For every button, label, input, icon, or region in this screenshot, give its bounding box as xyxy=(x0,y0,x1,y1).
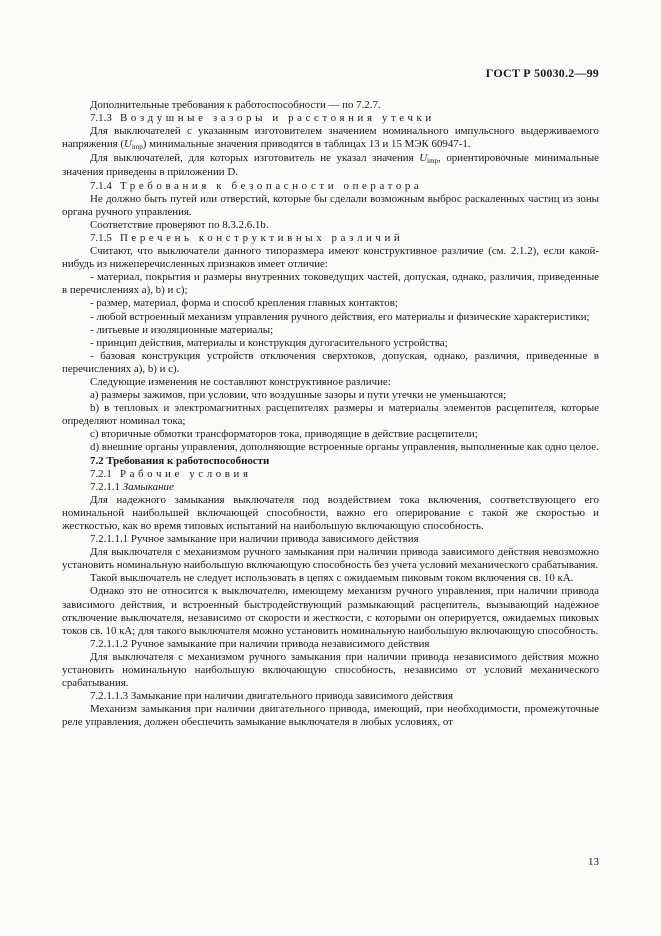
section-heading xyxy=(62,481,599,494)
text-run: Для выключателей с указанным изготовителем значением номинального импульсного выдерживаемого напряжения ( xyxy=(62,125,599,151)
paragraph: Для выключателя с механизмом ручного замыкания при наличии привода независимого действия можно установить номинальную наибольшую включающую способность, независимо от условий механического срабатывания. xyxy=(62,650,599,690)
section-title: Замыкание xyxy=(122,480,174,493)
paragraph: Следующие изменения не составляют конструктивное различие: xyxy=(90,375,391,388)
section-number: 7.2.1 xyxy=(90,467,112,480)
section-number: 7.2.1.1 xyxy=(90,480,120,493)
section-heading xyxy=(62,112,599,125)
list-item: b) в тепловых и электромагнитных расцепителях размеры и материалы элементов расцепителя, которые определяют номинал тока; xyxy=(62,402,599,428)
list-item: - принцип действия, материалы и конструкция дугогасительного устройства; xyxy=(90,336,448,349)
page-number: 13 xyxy=(588,856,599,868)
section-heading xyxy=(62,232,599,245)
paragraph xyxy=(62,125,599,152)
document-header: ГОСТ Р 50030.2—99 xyxy=(485,66,599,80)
section-title: Требования к безопасности оператора xyxy=(119,179,423,192)
section-heading: 7.2.1.1.3 Замыкание при наличии двигательного привода зависимого действия xyxy=(90,690,454,703)
section-heading: 7.2.1.1.2 Ручное замыкание при наличии привода независимого действия xyxy=(90,637,430,650)
text-run: ) минимальные значения приводятся в таблицах 13 и 15 МЭК 60947-1. xyxy=(142,138,471,151)
list-item: c) вторичные обмотки трансформаторов тока, приводящие в действие расцепители; xyxy=(90,428,478,441)
section-title: Рабочие условия xyxy=(119,467,252,480)
text-run: Для выключателей, для которых изготовитель не указал значения xyxy=(90,152,420,165)
section-number: 7.1.4 xyxy=(90,179,112,192)
paragraph: Такой выключатель не следует использовать в цепях с ожидаемым пиковым током включения св. 10 кА. xyxy=(90,572,574,585)
paragraph: Однако это не относится к выключателю, имеющему механизм ручного управления, при наличии привода зависимого действия, и встроенный быстродействующий размыкающий расцепитель, вызывающий надежное отключение выключателя, независимо от скорости и жесткости, с которыми он оперируется, ожидаемых пиковых токов св. 10 кА; для такого выключателя можно установить номинальную наибольшую включающую способность. xyxy=(62,585,599,637)
subscript: imp xyxy=(427,157,439,166)
paragraph: Соответствие проверяют по 8.3.2.6.1b. xyxy=(90,218,269,231)
symbol: U xyxy=(124,138,132,151)
section-number: 7.1.3 xyxy=(90,112,112,125)
list-item: - любой встроенный механизм управления ручного действия, его материалы и физические характеристики; xyxy=(90,310,590,323)
paragraph xyxy=(62,152,599,179)
section-title: Воздушные зазоры и расстояния утечки xyxy=(119,112,435,125)
list-item: - базовая конструкция устройств отключения сверхтоков, допуская, однако, различия, приведенные в перечислениях а), b) и c). xyxy=(62,349,599,375)
paragraph: Дополнительные требования к работоспособности — по 7.2.7. xyxy=(90,99,381,111)
symbol: U xyxy=(419,152,428,165)
section-heading: 7.2 Требования к работоспособности xyxy=(90,454,270,467)
paragraph: Механизм замыкания при наличии двигательного привода, имеющий, при необходимости, промежуточные реле управления, должен обеспечить замыкание выключателя в любых условиях, от xyxy=(62,703,599,729)
paragraph: Не должно быть путей или отверстий, которые бы сделали возможным выброс раскаленных частиц из зоны органа ручного управления. xyxy=(62,192,599,218)
paragraph: Считают, что выключатели данного типоразмера имеют конструктивное различие (см. 2.1.2), если какой-нибудь из нижеперечисленных признаков имеет отличие: xyxy=(62,245,599,271)
document-body xyxy=(62,99,599,730)
list-item: d) внешние органы управления, дополняющие встроенные органы управления, выполненные как одно целое. xyxy=(90,441,599,454)
paragraph: Для выключателя с механизмом ручного замыкания при наличии привода зависимого действия невозможно установить номинальную наибольшую включающую способность без учета условий механического срабатывания. xyxy=(62,546,599,572)
paragraph: Для надежного замыкания выключателя под воздействием тока включения, соответствующего его номинальной наибольшей включающей способности, важно его оперирование с такой же скоростью и жесткостью, как во время типовых испытаний на наибольшую включающую способность. xyxy=(62,493,599,532)
list-item: a) размеры зажимов, при условии, что воздушные зазоры и пути утечки не уменьшаются; xyxy=(90,389,507,402)
section-heading: 7.2.1.1.1 Ручное замыкание при наличии привода зависимого действия xyxy=(90,533,419,546)
text-run: , ориентировочные минимальные значения приведены в приложении D. xyxy=(62,152,599,179)
list-item: - размер, материал, форма и способ крепления главных контактов; xyxy=(90,297,398,310)
section-heading xyxy=(62,468,599,481)
section-title: Перечень конструктивных различий xyxy=(119,231,404,244)
section-number: 7.1.5 xyxy=(90,231,112,244)
subscript: imp xyxy=(131,143,143,152)
section-heading xyxy=(62,180,599,193)
list-item: - материал, покрытия и размеры внутренних токоведущих частей, допуская, однако, различия, приведенные в перечислениях а), b) и c); xyxy=(62,271,599,297)
list-item: - литьевые и изоляционные материалы; xyxy=(90,323,274,336)
